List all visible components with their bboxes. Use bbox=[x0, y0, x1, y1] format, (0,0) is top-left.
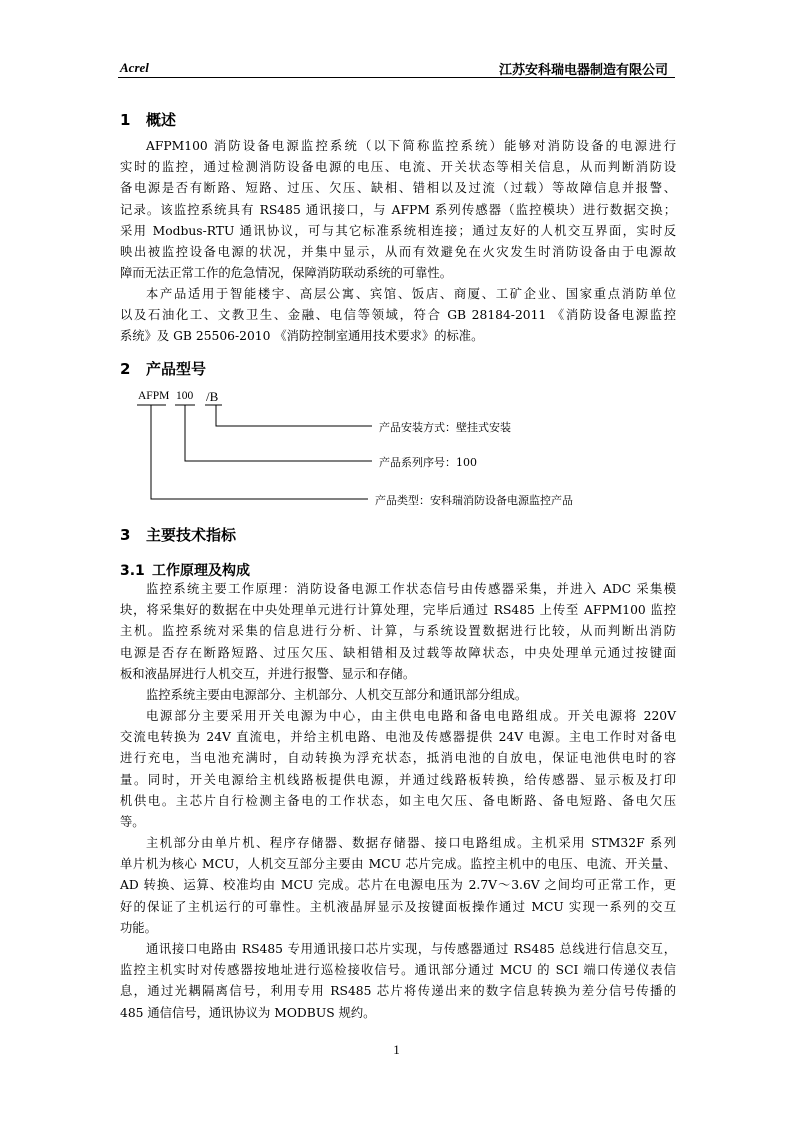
section-2-number: 2 bbox=[120, 360, 131, 378]
text-line: 以及石油化工、文教卫生、金融、电信等领域，符合 GB 28184-2011 《消防设备电源监控 bbox=[120, 308, 676, 323]
section-1-title: 概述 bbox=[146, 111, 177, 129]
text-line: AD 转换、运算、校准均由 MCU 完成。芯片在电源电压为 2.7V～3.6V 之间均可正常工作，更 bbox=[120, 878, 676, 893]
diagram-lines bbox=[0, 0, 793, 520]
text-line: 电源部分主要采用开关电源为中心，由主供电电路和备电电路组成。开关电源将 220V bbox=[146, 709, 676, 723]
text-line: 采用 Modbus-RTU 通讯协议，可与其它标准系统相连接；通过友好的人机交互界面，实时反 bbox=[120, 223, 676, 238]
text-line: 实时的监控，通过检测消防设备电源的电压、电流、开关状态等相关信息，从而判断消防设 bbox=[120, 160, 676, 175]
text-line: 电源是否存在断路短路、过压欠压、缺相错相及过载等故障状态，中央处理单元通过按键面 bbox=[120, 645, 676, 660]
text-line: 交流电转换为 24V 直流电，并给主机电路、电池及传感器提供 24V 电源。主电工作时对备电 bbox=[120, 730, 676, 745]
section-1-number: 1 bbox=[120, 111, 131, 129]
text-line: 485 通信信号，通讯协议为 MODBUS 规约。 bbox=[120, 1005, 376, 1020]
label-mount: 产品安装方式：壁挂式安装 bbox=[379, 421, 511, 434]
text-line: 映出被监控设备电源的状况，并集中显示，从而有效避免在火灾发生时消防设备由于电源故 bbox=[120, 245, 676, 260]
text-line: 主机部分由单片机、程序存储器、数据存储器、接口电路组成。主机采用 STM32F 系列 bbox=[146, 836, 676, 850]
section-3-1-title: 工作原理及构成 bbox=[152, 563, 250, 579]
series-leader-line bbox=[185, 405, 372, 461]
section-3-title: 主要技术指标 bbox=[146, 526, 237, 544]
text-line: 备电源是否有断路、短路、过压、欠压、缺相、错相以及过流（过载）等故障信息并报警、 bbox=[120, 181, 676, 196]
section-3-1-number: 3.1 bbox=[120, 563, 145, 579]
code-mount: /B bbox=[206, 389, 219, 404]
section-3-heading bbox=[120, 524, 236, 545]
section-3-paragraph-1 bbox=[120, 579, 676, 685]
text-line: 本产品适用于智能楼宇、高层公寓、宾馆、饭店、商厦、工矿企业、国家重点消防单位 bbox=[146, 287, 676, 301]
section-3-paragraph-5 bbox=[120, 939, 676, 1024]
text-line: 块，将采集好的数据在中央处理单元进行计算处理，完毕后通过 RS485 上传至 AFPM100 监控 bbox=[120, 603, 676, 618]
text-line: 量。同时，开关电源给主机线路板提供电源，并通过线路板转换，给传感器、显示板及打印 bbox=[120, 772, 676, 787]
text-line: AFPM100 消防设备电源监控系统（以下简称监控系统）能够对消防设备的电源进行 bbox=[146, 139, 676, 153]
text-line: 进行充电，当电池充满时，自动转换为浮充状态，抵消电池的自放电，保证电池供电时的容 bbox=[120, 751, 676, 766]
type-leader-line bbox=[151, 405, 368, 499]
header-company: 江苏安科瑞电器制造有限公司 bbox=[498, 63, 668, 78]
text-line: 好的保证了主机运行的可靠性。主机液晶屏显示及按键面板操作通过 MCU 实现一系列的交互 bbox=[120, 899, 676, 914]
label-type: 产品类型：安科瑞消防设备电源监控产品 bbox=[375, 494, 573, 507]
code-series: 100 bbox=[176, 390, 194, 402]
text-line: 系统》及 GB 25506-2010 《消防控制室通用技术要求》的标准。 bbox=[120, 329, 484, 344]
section-2-title: 产品型号 bbox=[146, 360, 207, 378]
page-number: 1 bbox=[393, 1042, 400, 1057]
label-series: 产品系列序号：100 bbox=[379, 456, 477, 469]
section-3-1-heading bbox=[120, 560, 250, 580]
text-line: 息，通过光耦隔离信号，利用专用 RS485 芯片将传递出来的数字信息转换为差分信号传播的 bbox=[120, 984, 676, 999]
section-3-paragraph-3 bbox=[120, 706, 676, 833]
text-line: 主机。监控系统对采集的信息进行分析、计算，与系统设置数据进行比较，从而判断出消防 bbox=[120, 624, 676, 639]
section-3-paragraph-2 bbox=[120, 685, 676, 706]
text-line: 监控系统主要由电源部分、主机部分、人机交互部分和通讯部分组成。 bbox=[146, 688, 528, 702]
text-line: 等。 bbox=[120, 815, 145, 830]
text-line: 功能。 bbox=[120, 920, 157, 935]
section-3-number: 3 bbox=[120, 526, 131, 544]
mount-leader-line bbox=[216, 405, 372, 426]
text-line: 障而无法正常工作的危急情况，保障消防联动系统的可靠性。 bbox=[120, 266, 453, 281]
text-line: 记录。该监控系统具有 RS485 通讯接口，与 AFPM 系列传感器（监控模块）进行数据交换； bbox=[120, 202, 676, 217]
code-type: AFPM bbox=[138, 390, 170, 402]
text-line: 监控系统主要工作原理：消防设备电源工作状态信号由传感器采集，并进入 ADC 采集模 bbox=[146, 582, 676, 596]
text-line: 板和液晶屏进行人机交互，并进行报警、显示和存储。 bbox=[120, 666, 416, 681]
header-brand: Acrel bbox=[120, 60, 149, 75]
text-line: 监控主机实时对传感器按地址进行巡检接收信号。通讯部分通过 MCU 的 SCI 端口传递仪表信 bbox=[120, 963, 676, 978]
text-line: 单片机为核心 MCU，人机交互部分主要由 MCU 芯片完成。监控主机中的电压、电流、开关量、 bbox=[120, 857, 676, 872]
section-3-paragraph-4 bbox=[120, 833, 676, 939]
text-line: 通讯接口电路由 RS485 专用通讯接口芯片实现，与传感器通过 RS485 总线进行信息交互， bbox=[146, 942, 676, 956]
text-line: 机供电。主芯片自行检测主备电的工作状态，如主电欠压、备电断路、备电短路、备电欠压 bbox=[120, 793, 676, 808]
